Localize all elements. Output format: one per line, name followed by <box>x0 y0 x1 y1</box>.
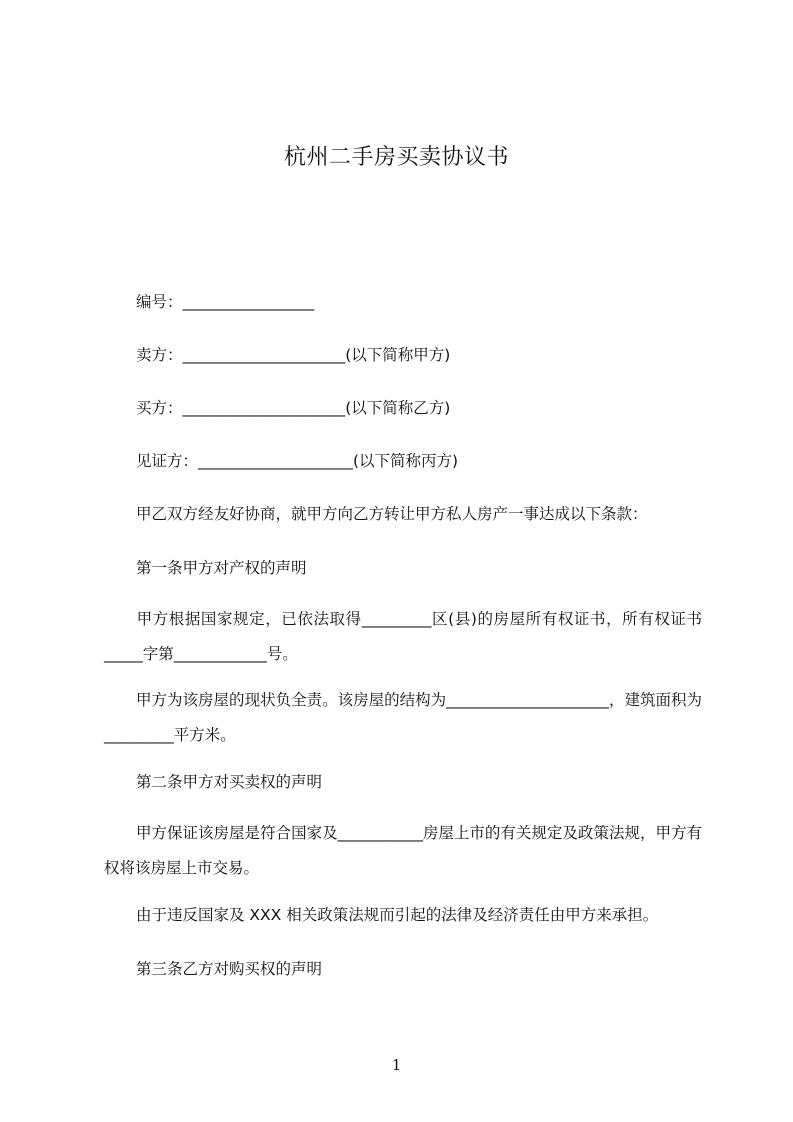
buyer-field: 买方：_____________________(以下简称乙方) <box>136 399 451 417</box>
seller-field: 卖方：_____________________(以下简称甲方) <box>136 346 451 364</box>
document-title: 杭州二手房买卖协议书 <box>283 145 509 170</box>
article-2-paragraph-1-text: 甲方保证该房屋是符合国家及___________房屋上市的有关规定及政策法规，甲方有权将该房屋上市交易。 <box>104 824 702 877</box>
article-2-paragraph-2: 由于违反国家及 XXX 相关政策法规而引起的法律及经济责任由甲方来承担。 <box>136 906 659 924</box>
contract-number-field: 编号：_________________ <box>136 293 315 311</box>
article-1-paragraph-2-text: 甲方为该房屋的现状负全责。该房屋的结构为_____________________，建筑面积为_________平方米。 <box>104 691 702 744</box>
article-1-paragraph-1-text: 甲方根据国家规定，已依法取得_________区(县)的房屋所有权证书，所有权证书_____字第____________号。 <box>104 610 702 663</box>
article-2-paragraph-1 <box>104 816 702 886</box>
article-1-paragraph-2 <box>104 683 702 753</box>
article-3-heading: 第三条乙方对购买权的声明 <box>136 960 323 978</box>
article-1-paragraph-1 <box>104 602 702 672</box>
article-1-heading: 第一条甲方对产权的声明 <box>136 559 307 577</box>
witness-field: 见证方：____________________(以下简称丙方) <box>136 452 459 470</box>
article-2-heading: 第二条甲方对买卖权的声明 <box>136 773 323 791</box>
intro-paragraph: 甲乙双方经友好协商，就甲方向乙方转让甲方私人房产一事达成以下条款： <box>136 505 648 523</box>
page-number: 1 <box>391 1056 402 1074</box>
